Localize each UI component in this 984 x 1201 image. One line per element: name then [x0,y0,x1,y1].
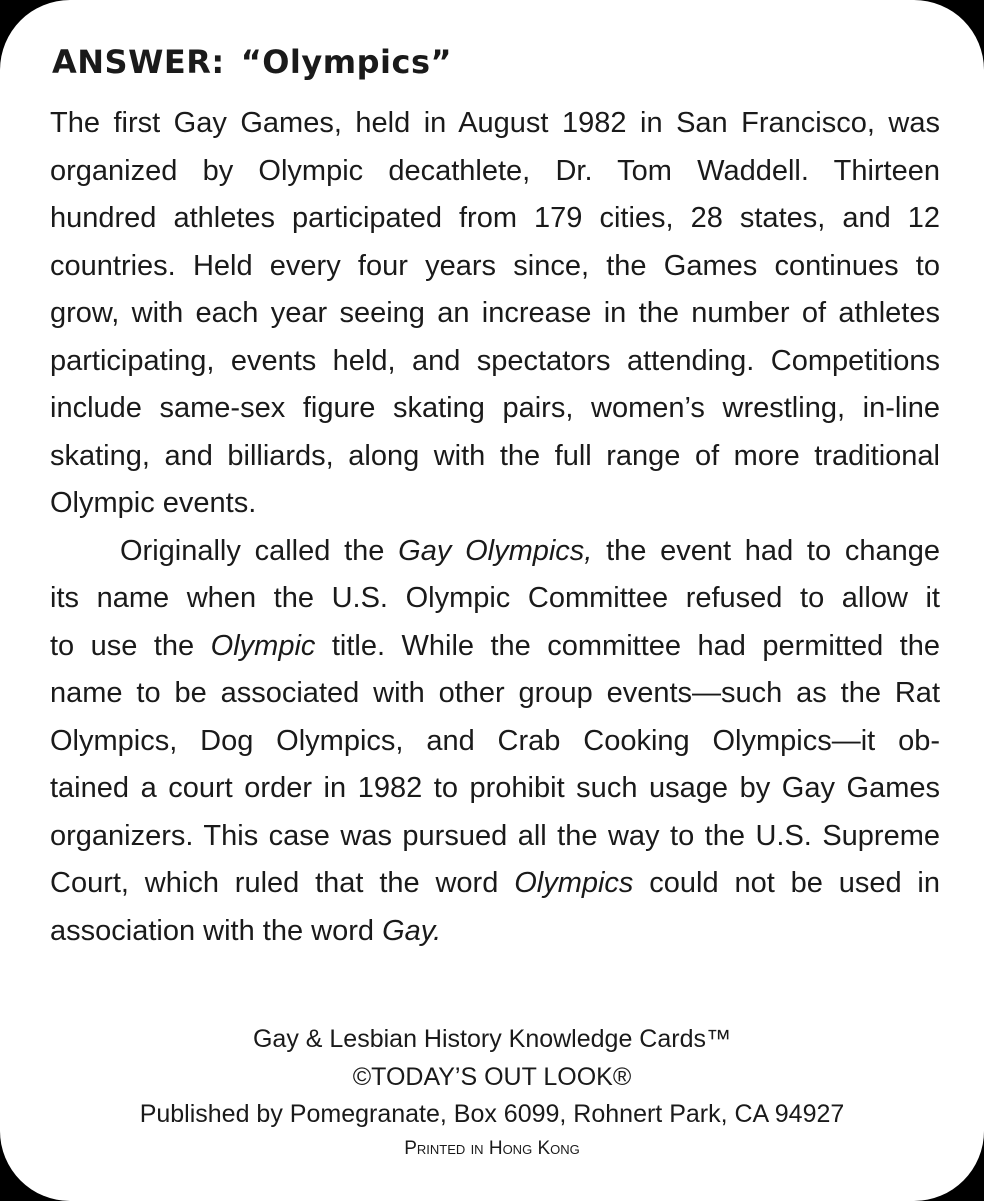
paragraph-line: tained a court order in 1982 to prohibit such usage by Gay Games [50,772,940,804]
italic-title: Olympics [514,867,634,899]
paragraph-line [50,623,940,671]
paragraph-line: Olympics, Dog Olympics, and Crab Cooking Olympics—it ob- [50,724,940,757]
paragraph-line: The first Gay Games, held in August 1982 in San Francisco, was [50,107,940,139]
answer-heading [52,38,452,86]
paragraph-line: include same-sex figure skating pairs, women’s wrestling, in-line [50,392,940,424]
paragraph-line: grow, with each year seeing an increase in the number of athletes [50,297,940,329]
line-text: the event had to change [592,534,940,567]
line-text: could not be used in [633,867,940,899]
paragraph-line: countries. Held every four years since, the Games continues to [50,249,940,282]
paragraph-2 [50,528,940,956]
line-text: Originally called the [120,534,399,567]
line-text: to use the [50,629,211,662]
paragraph-line: its name when the U.S. Olympic Committee refused to allow it [50,582,940,614]
paragraph-line: organizers. This case was pursued all the way to the U.S. Supreme [50,819,940,852]
line-text: title. While the committee had permitted the [315,629,940,662]
series-title: Gay & Lesbian History Knowledge Cards™ [252,1025,731,1053]
paragraph-1 [50,100,940,528]
paragraph-line: participating, events held, and spectators attending. Competitions [50,344,940,377]
answer-body [50,100,940,955]
paragraph-line [50,860,940,908]
line-text: association with the word [50,914,383,947]
paragraph-line [50,528,940,576]
answer-prefix: ANSWER: [52,43,225,81]
copyright-line: ©TODAY’S OUT LOOK® [352,1063,632,1091]
italic-title: Olympic [210,629,316,662]
card-footer [0,1020,984,1166]
answer-term: “Olympics” [240,43,453,81]
italic-title: Gay Olympics, [398,534,593,567]
paragraph-line [50,908,940,956]
printed-in-line: Printed in Hong Kong [404,1138,580,1159]
paragraph-line: organized by Olympic decathlete, Dr. Tom Waddell. Thirteen [50,154,940,187]
publisher-line: Published by Pomegranate, Box 6099, Rohnert Park, CA 94927 [139,1100,845,1128]
line-text: Court, which ruled that the word [50,867,515,899]
paragraph-line: hundred athletes participated from 179 cities, 28 states, and 12 [50,202,940,234]
paragraph-line: name to be associated with other group events—such as the Rat [50,677,940,709]
paragraph-line: skating, and billiards, along with the full range of more traditional [50,439,940,472]
paragraph-line: Olympic events. [50,487,257,519]
italic-title: Gay. [382,914,442,947]
